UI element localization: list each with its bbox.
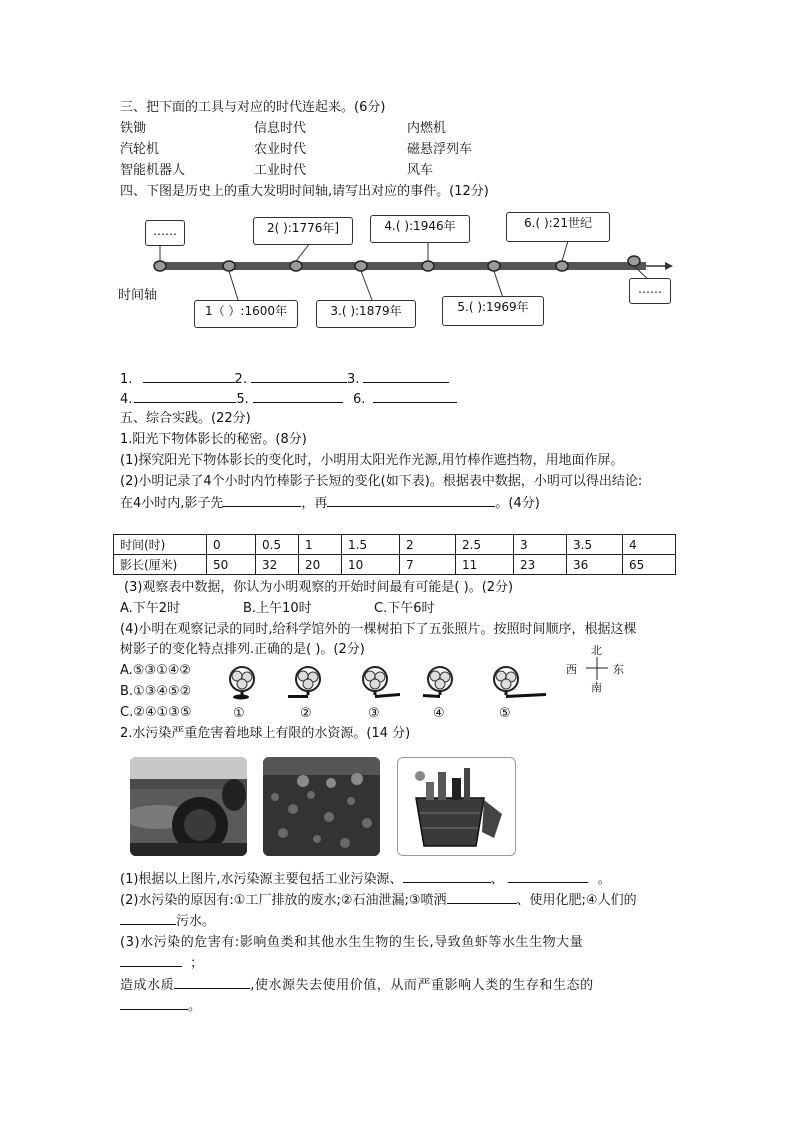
axis-arrow-icon	[665, 262, 673, 270]
q1-2b: 在4小时内,影子先 ，再 。(4分)	[120, 496, 540, 511]
answer-row-2: 4. 5. 6.	[120, 390, 457, 409]
q2-2b: 污水。	[120, 912, 215, 931]
shadow-data-table	[113, 534, 676, 575]
agricultural-pollution-photo	[263, 757, 380, 856]
tool-item: 风车	[407, 163, 434, 178]
tool-item: 智能机器人	[120, 163, 186, 178]
compass-icon: 北 南 西 东	[566, 644, 624, 694]
q1-3-option-a: A.下午2时	[120, 601, 181, 616]
answer-blank-4[interactable]	[134, 390, 236, 403]
tree-label-1: ①	[233, 706, 245, 721]
timeline-box-end: ……	[629, 278, 671, 304]
table-row: 时间(时) 0 0.5 1 1.5 2 2.5 3 3.5 4	[114, 535, 676, 555]
tool-item: 铁锄	[120, 121, 147, 136]
tree-label-2: ②	[300, 706, 312, 721]
tree-shadow-photos	[222, 662, 562, 704]
domestic-pollution-photo	[397, 757, 516, 856]
q2-3b: ；	[120, 954, 203, 973]
q1-4-option-b: B.①③④⑤②	[120, 684, 192, 699]
timeline-box-5: 5.( ):1969年	[442, 296, 544, 326]
q2-3d: 。	[120, 997, 201, 1016]
q2-3c: 造成水质 ,使水源失去使用价值，从而严重影响人类的生存和生态的	[120, 978, 594, 993]
q1-4b: 树影子的变化特点排列.正确的是( )。(2分)	[120, 642, 365, 657]
era-item: 信息时代	[254, 121, 307, 136]
harm-blank-2[interactable]	[174, 976, 250, 989]
harm-blank-3[interactable]	[120, 997, 188, 1010]
answer-blank-3[interactable]	[363, 370, 449, 383]
tree-label-3: ③	[368, 706, 380, 721]
timeline-box-4: 4.( ):1946年	[370, 215, 470, 243]
section4-title: 四、下图是历史上的重大发明时间轴,请写出对应的事件。(12分)	[120, 184, 489, 199]
q1-title: 1.阳光下物体影长的秘密。(8分)	[120, 432, 307, 447]
timeline-box-2: 2( ):1776年]	[253, 217, 353, 245]
pollution-source-blank-1[interactable]	[403, 870, 491, 883]
answer-row-1: 1. 2. 3.	[120, 370, 449, 389]
q2-title: 2.水污染严重危害着地球上有限的水资源。(14 分)	[120, 726, 411, 741]
tree-label-5: ⑤	[499, 706, 511, 721]
tree-photo-5	[494, 667, 546, 698]
conclusion-blank-1[interactable]	[223, 494, 301, 507]
cause-blank-1[interactable]	[447, 891, 517, 904]
tree-photo-2	[288, 667, 320, 698]
q1-3-option-c: C.下午6时	[374, 601, 435, 616]
answer-blank-6[interactable]	[373, 390, 457, 403]
cause-blank-2[interactable]	[120, 912, 176, 925]
q1-2a: (2)小明记录了4个小时内竹棒影子长短的变化(如下表)。根据表中数据，小明可以得出结论:	[120, 474, 643, 489]
section5-title: 五、综合实践。(22分)	[120, 411, 251, 426]
q1-4-option-a: A.⑤③①④②	[120, 663, 192, 678]
conclusion-blank-2[interactable]	[327, 494, 495, 507]
era-item: 农业时代	[254, 142, 307, 157]
q2-3a: (3)水污染的危害有:影响鱼类和其他水生生物的生长,导致鱼虾等水生生物大量	[120, 935, 584, 950]
era-item: 工业时代	[254, 163, 307, 178]
tool-item: 磁悬浮列车	[407, 142, 473, 157]
q1-3-option-b: B.上午10时	[243, 601, 312, 616]
section3-title: 三、把下面的工具与对应的时代连起来。(6分)	[120, 100, 386, 115]
q1-4a: (4)小明在观察记录的同时,给科学馆外的一棵树拍下了五张照片。按照时间顺序，根据这棵	[120, 622, 637, 637]
tree-label-4: ④	[433, 706, 445, 721]
harm-blank-1[interactable]	[120, 954, 182, 967]
q2-1: (1)根据以上图片,水污染源主要包括工业污染源、 、 。	[120, 872, 611, 887]
tree-photo-4	[423, 667, 452, 698]
timeline-box-start: ……	[145, 220, 185, 246]
timeline-axis-label: 时间轴	[118, 288, 158, 303]
tool-item: 内燃机	[407, 121, 447, 136]
q2-2a: (2)水污染的原因有:①工厂排放的废水;②石油泄漏;③喷洒 、使用化肥;④人们的	[120, 893, 637, 908]
table-row: 影长(厘米) 50 32 20 10 7 11 23 36 65	[114, 555, 676, 575]
timeline-box-1: 1（ ）:1600年	[194, 300, 298, 328]
q1-3: (3)观察表中数据，你认为小明观察的开始时间最有可能是( )。(2分)	[124, 580, 514, 595]
tool-item: 汽轮机	[120, 142, 160, 157]
timeline-box-6: 6.( ):21世纪	[506, 212, 610, 242]
industrial-pollution-photo	[130, 757, 247, 856]
answer-blank-5[interactable]	[253, 390, 343, 403]
tree-photo-3	[363, 667, 400, 698]
timeline-box-3: 3.( ):1879年	[316, 300, 416, 328]
answer-blank-2[interactable]	[251, 370, 347, 383]
q1-1: (1)探究阳光下物体影长的变化时，小明用太阳光作光源,用竹棒作遮挡物，用地面作屏。	[120, 453, 624, 468]
answer-blank-1[interactable]	[143, 370, 235, 383]
q1-4-option-c: C.②④①③⑤	[120, 705, 192, 720]
pollution-source-blank-2[interactable]	[508, 870, 588, 883]
tree-photo-1	[230, 667, 254, 700]
